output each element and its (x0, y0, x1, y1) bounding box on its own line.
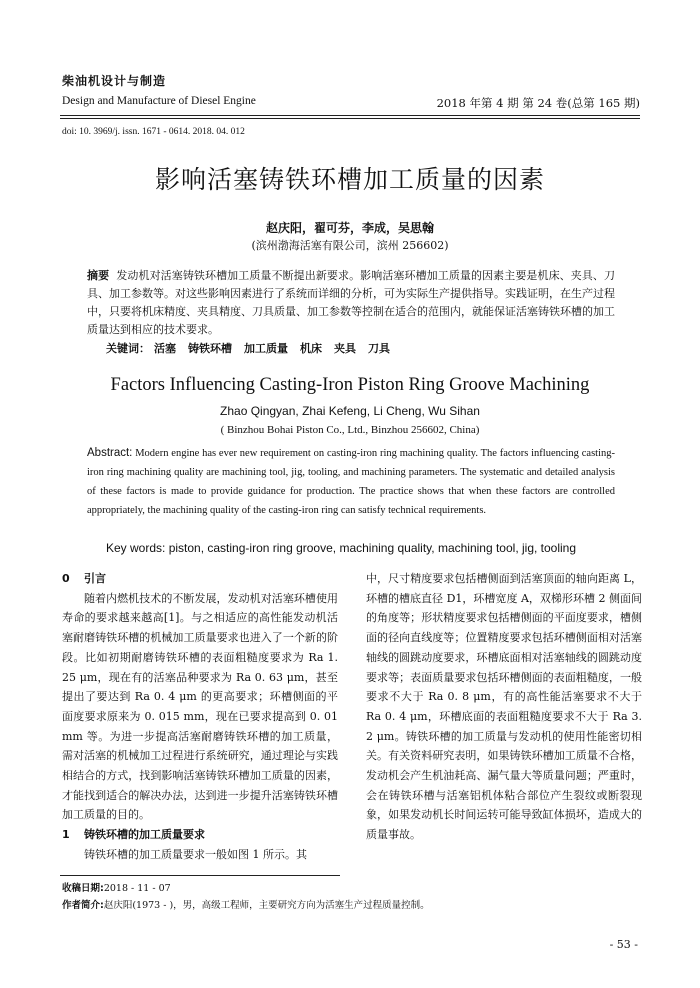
header-rule-thick (60, 115, 640, 116)
keyword-cn: 刀具 (368, 342, 390, 355)
section-title: 铸铁环槽的加工质量要求 (84, 828, 205, 842)
section-heading-requirements (62, 825, 338, 845)
intro-paragraph: 随着内燃机技术的不断发展，发动机对活塞环槽使用寿命的要求越来越高[1]。与之相适应的高性能发动机活塞耐磨铸铁环槽的机械加工质量要求也进入了一个新的阶段。比如初期耐磨铸铁环槽的表面粗糙度要求为 Ra 1. 25 μm，现在有的活塞品种要求为 Ra 0. 63 μm，甚至提出了要达到 Ra 0. 4 μm 的更高要求；环槽侧面的平面度要求原来为 0. 015 mm，现在已要求提高到 0. 01 mm 等。为进一步提高活塞耐磨铸铁环槽的加工质量，需对活塞的机械加工过程进行系统研究，通过理论与实践相结合的方式，找到影响活塞铸铁环槽加工质量的因素，才能找到适合的解决办法，达到进一步提升活塞铸铁环槽加工质量的目的。 (62, 591, 338, 822)
journal-title-en: Design and Manufacture of Diesel Engine (62, 95, 256, 107)
abstract-en-text: Modern engine has ever new requirement on casting-iron ring machining quality. The factors influencing casting-iron ring machining quality are machining tool, jig, tooling, and machining parameters. The systematic and detailed analysis of these factors is made to provide guidance for production. The practice shows that when these factors are controlled appropriately, the machining quality of the casting-iron ring can satisfy technical requirements. (87, 448, 615, 516)
abstract-cn (87, 267, 615, 339)
affiliation-en: ( Binzhou Bohai Piston Co., Ltd., Binzhou 256602, China) (220, 424, 480, 436)
keyword-cn: 铸铁环槽 (188, 342, 232, 355)
keyword-cn: 机床 (300, 342, 322, 355)
doi: doi: 10. 3969/j. issn. 1671 - 0614. 2018. 04. 012 (62, 127, 245, 137)
requirements-paragraph: 铸铁环槽的加工质量要求一般如图 1 所示。其 (84, 847, 307, 861)
author-bio (62, 897, 430, 911)
received-value: 2018 - 11 - 07 (103, 883, 171, 894)
body-left-column (62, 569, 338, 865)
page-number: - 53 - (609, 938, 638, 951)
keywords-en (106, 541, 576, 555)
received-label: 收稿日期: (62, 883, 104, 894)
paper-title-cn: 影响活塞铸铁环槽加工质量的因素 (154, 165, 545, 194)
footnote-rule (60, 875, 340, 876)
authors-cn: 赵庆阳，翟可芬，李成，吴思翰 (265, 221, 434, 235)
keywords-cn (106, 340, 402, 356)
abstract-cn-text: 发动机对活塞铸铁环槽加工质量不断提出新要求。影响活塞环槽加工质量的因素主要是机床、夹具、刀具、加工参数等。对这些影响因素进行了系统而详细的分析，可为实际生产提供指导。实践证明，在生产过程中，只要将机床精度、夹具精度、刀具质量、加工参数等控制在适合的范围内，就能保证活塞铸铁环槽的加工质量达到相应的技术要求。 (87, 269, 616, 336)
keyword-cn: 夹具 (334, 342, 356, 355)
keyword-cn: 活塞 (154, 342, 176, 355)
keywords-en-text: piston, casting-iron ring groove, machining quality, machining tool, jig, tooling (165, 541, 577, 555)
body-right-column (366, 569, 642, 845)
authors-en: Zhao Qingyan, Zhai Kefeng, Li Cheng, Wu Sihan (220, 404, 480, 418)
requirements-paragraph-cont: 中，尺寸精度要求包括槽侧面到活塞顶面的轴向距离 L，环槽的槽底直径 D1，环槽宽度 A，双梯形环槽 2 侧面间的角度等；形状精度要求包括槽侧面的平面度要求，槽侧面的径向直线度等；位置精度要求包括环槽侧面相对活塞轴线的圆跳动度要求，环槽底面相对活塞轴线的圆跳动度要求等；表面质量要求包括环槽侧面的表面粗糙度，一般要求不大于 Ra 0. 8 μm，有的高性能活塞要求不大于 Ra 0. 4 μm，环槽底面的表面粗糙度要求不大于 Ra 3. 2 μm。铸铁环槽的加工质量与发动机的使用性能密切相关。有关资料研究表明，如果铸铁环槽加工质量不合格，发动机会产生机油耗高、漏气量大等质量问题；严重时，会在铸铁环槽与活塞铝机体粘合部位产生裂纹或断裂现象，如果发动机长时间运转可能导致缸体损坏，造成大的质量事故。 (366, 572, 642, 842)
journal-title-cn: 柴油机设计与制造 (62, 74, 167, 88)
author-bio-label: 作者简介: (62, 900, 104, 911)
abstract-en-label: Abstract: (87, 447, 133, 459)
author-bio-text: 赵庆阳(1973 - )，男，高级工程师，主要研究方向为活塞生产过程质量控制。 (103, 900, 430, 911)
section-title: 引言 (84, 572, 106, 585)
keywords-cn-label: 关键词： (106, 342, 150, 355)
received-date (62, 880, 171, 894)
affiliation-cn: (滨州渤海活塞有限公司，滨州 256602) (251, 239, 449, 252)
abstract-en (87, 444, 615, 520)
keywords-en-label: Key words: (106, 541, 166, 555)
abstract-cn-label: 摘要 (87, 269, 110, 282)
section-heading-intro (62, 569, 338, 589)
paper-title-en: Factors Influencing Casting-Iron Piston Ring Groove Machining (110, 375, 590, 395)
issue-info: 2018 年第 4 期 第 24 卷(总第 165 期) (436, 96, 640, 110)
section-number: 0 (62, 572, 70, 585)
header-rule-thin (60, 118, 640, 119)
section-number: 1 (62, 828, 70, 842)
keyword-cn: 加工质量 (244, 342, 288, 355)
